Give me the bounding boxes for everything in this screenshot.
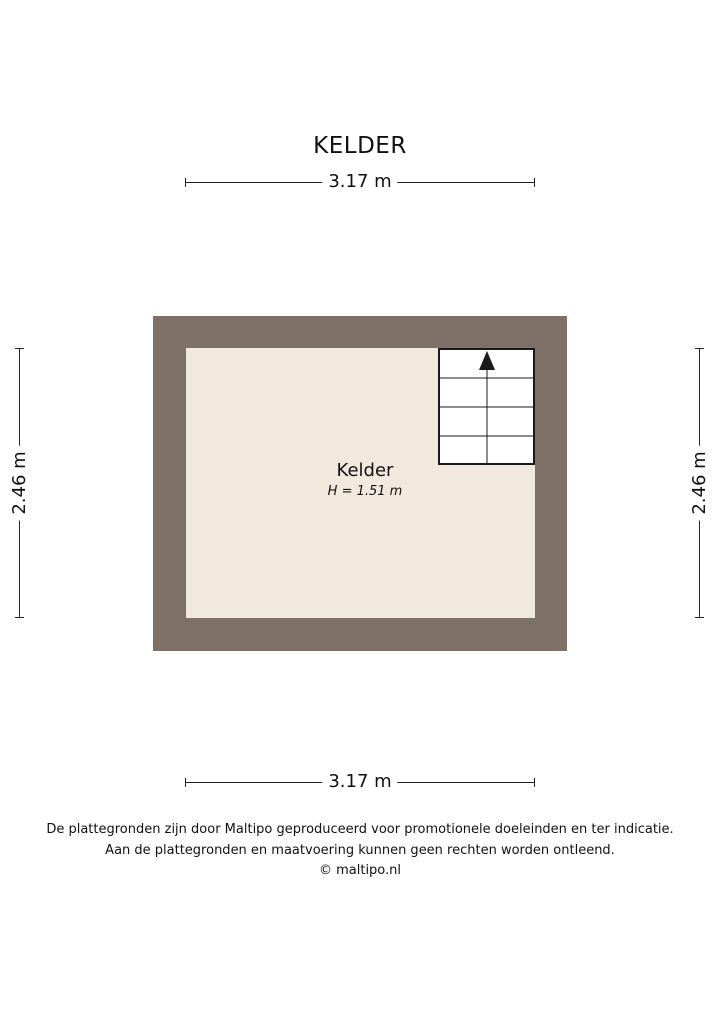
copyright-notice: © maltipo.nl (318, 863, 402, 878)
left-depth-label: 2.46 m (9, 445, 31, 520)
bottom-width-label: 3.17 m (322, 771, 397, 793)
dimension-tick (534, 778, 535, 787)
top-width-label: 3.17 m (322, 171, 397, 193)
room-name: Kelder (336, 460, 394, 481)
dimension-tick (185, 778, 186, 787)
staircase (439, 349, 534, 464)
bottom-width-dimension (185, 773, 535, 793)
right-depth-label: 2.46 m (689, 445, 711, 520)
floor-title: KELDER (313, 133, 407, 159)
room-height: H = 1.51 m (327, 484, 403, 499)
disclaimer-line-2: Aan de plattegronden en maatvoering kunnen geen rechten worden ontleend. (105, 843, 615, 858)
disclaimer-line-1: De plattegronden zijn door Maltipo geproduceerd voor promotionele doeleinden en ter indicatie. (46, 822, 674, 837)
